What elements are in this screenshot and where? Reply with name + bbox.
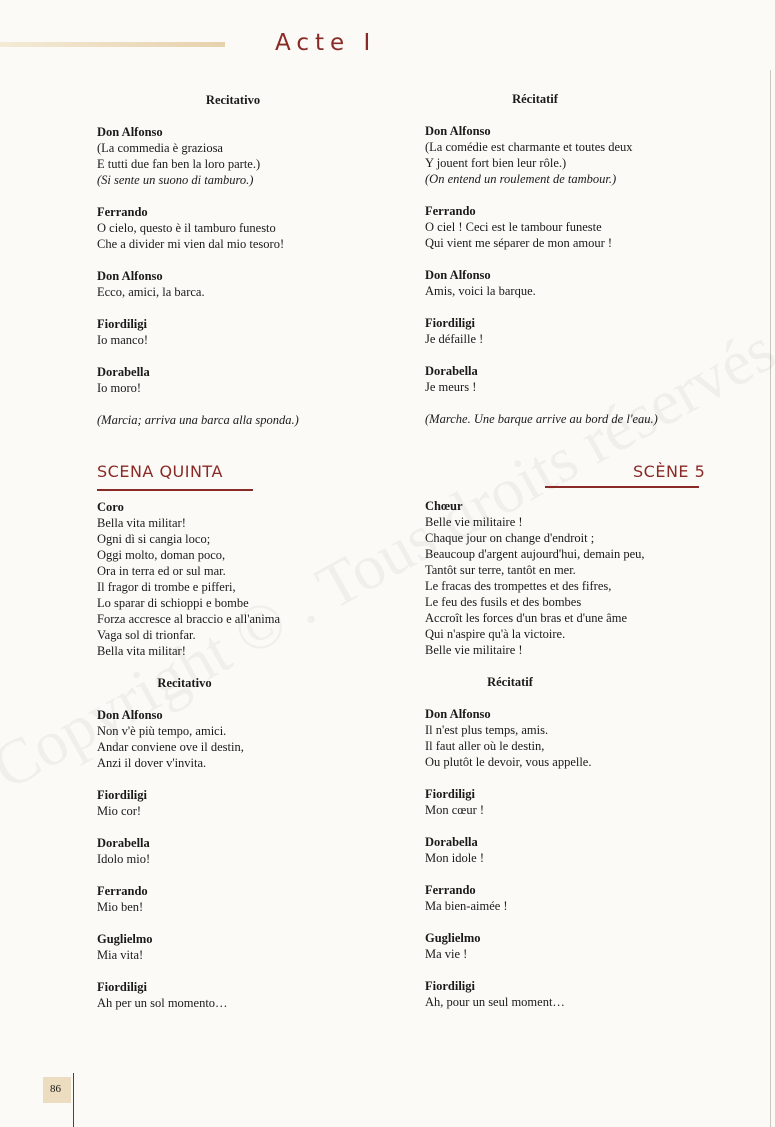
- dialogue-block: [97, 979, 377, 1011]
- scene-title-underline: [545, 486, 699, 488]
- dialogue-block: [97, 707, 377, 771]
- stage-direction: (Marcia; arriva una barca alla sponda.): [97, 413, 299, 427]
- dialogue-block: [425, 786, 715, 818]
- speaker-name: Fiordiligi: [97, 980, 147, 994]
- lyric-line: Ora in terra ed or sul mar.: [97, 564, 226, 578]
- dialogue-block: [97, 316, 377, 348]
- dialogue-line: Il faut aller où le destin,: [425, 739, 545, 753]
- dialogue-block: [97, 931, 377, 963]
- lyric-line: Chaque jour on change d'endroit ;: [425, 531, 595, 545]
- lyric-line: Belle vie militaire !: [425, 643, 523, 657]
- speaker-name: Ferrando: [97, 205, 148, 219]
- speaker-name: Chœur: [425, 499, 463, 513]
- lyric-line: Bella vita militar!: [97, 516, 186, 530]
- speaker-name: Dorabella: [97, 365, 150, 379]
- dialogue-block: [97, 204, 377, 252]
- dialogue-line: Mon cœur !: [425, 803, 485, 817]
- dialogue-block: [425, 706, 715, 770]
- dialogue-line: O ciel ! Ceci est le tambour funeste: [425, 220, 602, 234]
- dialogue-line: Qui vient me séparer de mon amour !: [425, 236, 613, 250]
- lyric-line: Accroît les forces d'un bras et d'une âme: [425, 611, 627, 625]
- speaker-name: Guglielmo: [425, 931, 481, 945]
- dialogue-line: Idolo mio!: [97, 852, 151, 866]
- italian-recitative-2: [97, 675, 377, 1011]
- dialogue-block: [425, 930, 715, 962]
- lyric-line: Vaga sol di trionfar.: [97, 628, 196, 642]
- french-recitative-2: [425, 674, 715, 1010]
- page-edge-rule: [770, 70, 771, 1127]
- dialogue-line: Io moro!: [97, 381, 142, 395]
- french-recitative-1: [425, 91, 715, 427]
- dialogue-line: Anzi il dover v'invita.: [97, 756, 207, 770]
- speaker-name: Dorabella: [97, 836, 150, 850]
- dialogue-block: [425, 315, 715, 347]
- lyric-line: Ogni dì si cangia loco;: [97, 532, 211, 546]
- dialogue-line: Ou plutôt le devoir, vous appelle.: [425, 755, 592, 769]
- lyric-line: Lo sparar di schioppi e bombe: [97, 596, 249, 610]
- dialogue-line: Che a divider mi vien dal mio tesoro!: [97, 237, 285, 251]
- dialogue-line: Andar conviene ove il destin,: [97, 740, 244, 754]
- speaker-name: Don Alfonso: [97, 269, 163, 283]
- dialogue-block: [425, 123, 715, 187]
- italian-chorus: [97, 499, 377, 659]
- lyric-line: Forza accresce al braccio e all'anima: [97, 612, 281, 626]
- dialogue-line: Ah per un sol momento…: [97, 996, 228, 1010]
- dialogue-block: [425, 363, 715, 395]
- dialogue-line: Ecco, amici, la barca.: [97, 285, 205, 299]
- dialogue-block: [97, 268, 377, 300]
- act-title: Acte I: [275, 30, 377, 56]
- dialogue-line: E tutti due fan ben la loro parte.): [97, 157, 261, 171]
- stage-direction: (Si sente un suono di tamburo.): [97, 173, 254, 187]
- dialogue-block: [97, 787, 377, 819]
- dialogue-line: Y jouent fort bien leur rôle.): [425, 156, 567, 170]
- dialogue-block: [97, 364, 377, 396]
- lyric-line: Oggi molto, doman poco,: [97, 548, 226, 562]
- lyric-line: Beaucoup d'argent aujourd'hui, demain peu,: [425, 547, 645, 561]
- dialogue-line: Je défaille !: [425, 332, 484, 346]
- dialogue-line: Io manco!: [97, 333, 149, 347]
- header-decorative-bar: [0, 42, 225, 47]
- dialogue-block: [97, 835, 377, 867]
- section-heading: Récitatif: [487, 675, 533, 689]
- speaker-name: Guglielmo: [97, 932, 153, 946]
- speaker-name: Don Alfonso: [425, 268, 491, 282]
- lyric-line: Le fracas des trompettes et des fifres,: [425, 579, 612, 593]
- speaker-name: Ferrando: [425, 204, 476, 218]
- dialogue-line: (La commedia è graziosa: [97, 141, 223, 155]
- lyric-line: Qui n'aspire qu'à la victoire.: [425, 627, 566, 641]
- dialogue-line: (La comédie est charmante et toutes deux: [425, 140, 633, 154]
- section-heading: Recitativo: [157, 676, 212, 690]
- scene-title-underline: [97, 489, 253, 491]
- speaker-name: Fiordiligi: [425, 316, 475, 330]
- section-heading: Récitatif: [512, 92, 558, 106]
- stage-direction: (Marche. Une barque arrive au bord de l'eau.): [425, 412, 658, 426]
- speaker-name: Fiordiligi: [425, 979, 475, 993]
- lyric-line: Belle vie militaire !: [425, 515, 523, 529]
- page-number: 86: [50, 1083, 61, 1095]
- dialogue-line: Je meurs !: [425, 380, 477, 394]
- speaker-name: Dorabella: [425, 364, 478, 378]
- speaker-name: Fiordiligi: [97, 788, 147, 802]
- italian-recitative-1: [97, 92, 377, 428]
- dialogue-line: Mio ben!: [97, 900, 144, 914]
- dialogue-line: Non v'è più tempo, amici.: [97, 724, 227, 738]
- speaker-name: Ferrando: [425, 883, 476, 897]
- speaker-name: Coro: [97, 500, 124, 514]
- dialogue-block: [425, 267, 715, 299]
- speaker-name: Don Alfonso: [425, 124, 491, 138]
- lyric-line: Tantôt sur terre, tantôt en mer.: [425, 563, 576, 577]
- lyric-line: Bella vita militar!: [97, 644, 186, 658]
- lyric-line: Il fragor di trombe e pifferi,: [97, 580, 236, 594]
- speaker-name: Don Alfonso: [425, 707, 491, 721]
- dialogue-line: Mio cor!: [97, 804, 142, 818]
- speaker-name: Don Alfonso: [97, 708, 163, 722]
- dialogue-block: [97, 124, 377, 188]
- speaker-name: Fiordiligi: [97, 317, 147, 331]
- dialogue-line: Mia vita!: [97, 948, 144, 962]
- dialogue-line: Mon idole !: [425, 851, 485, 865]
- speaker-name: Don Alfonso: [97, 125, 163, 139]
- dialogue-line: O cielo, questo è il tamburo funesto: [97, 221, 276, 235]
- speaker-name: Dorabella: [425, 835, 478, 849]
- section-heading: Recitativo: [205, 93, 261, 107]
- dialogue-block: [425, 203, 715, 251]
- speaker-name: Fiordiligi: [425, 787, 475, 801]
- dialogue-block: [97, 883, 377, 915]
- dialogue-line: Ah, pour un seul moment…: [425, 995, 565, 1009]
- dialogue-block: [425, 834, 715, 866]
- scene-title-french: SCÈNE 5: [633, 462, 706, 481]
- dialogue-line: Il n'est plus temps, amis.: [425, 723, 549, 737]
- page-number-rule: [73, 1073, 74, 1127]
- dialogue-block: [425, 978, 715, 1010]
- dialogue-line: Ma vie !: [425, 947, 468, 961]
- french-chorus: [425, 498, 715, 658]
- dialogue-line: Ma bien-aimée !: [425, 899, 508, 913]
- dialogue-block: [425, 882, 715, 914]
- dialogue-line: Amis, voici la barque.: [425, 284, 536, 298]
- scene-title-italian: SCENA QUINTA: [97, 462, 223, 481]
- speaker-name: Ferrando: [97, 884, 148, 898]
- lyric-line: Le feu des fusils et des bombes: [425, 595, 582, 609]
- stage-direction: (On entend un roulement de tambour.): [425, 172, 617, 186]
